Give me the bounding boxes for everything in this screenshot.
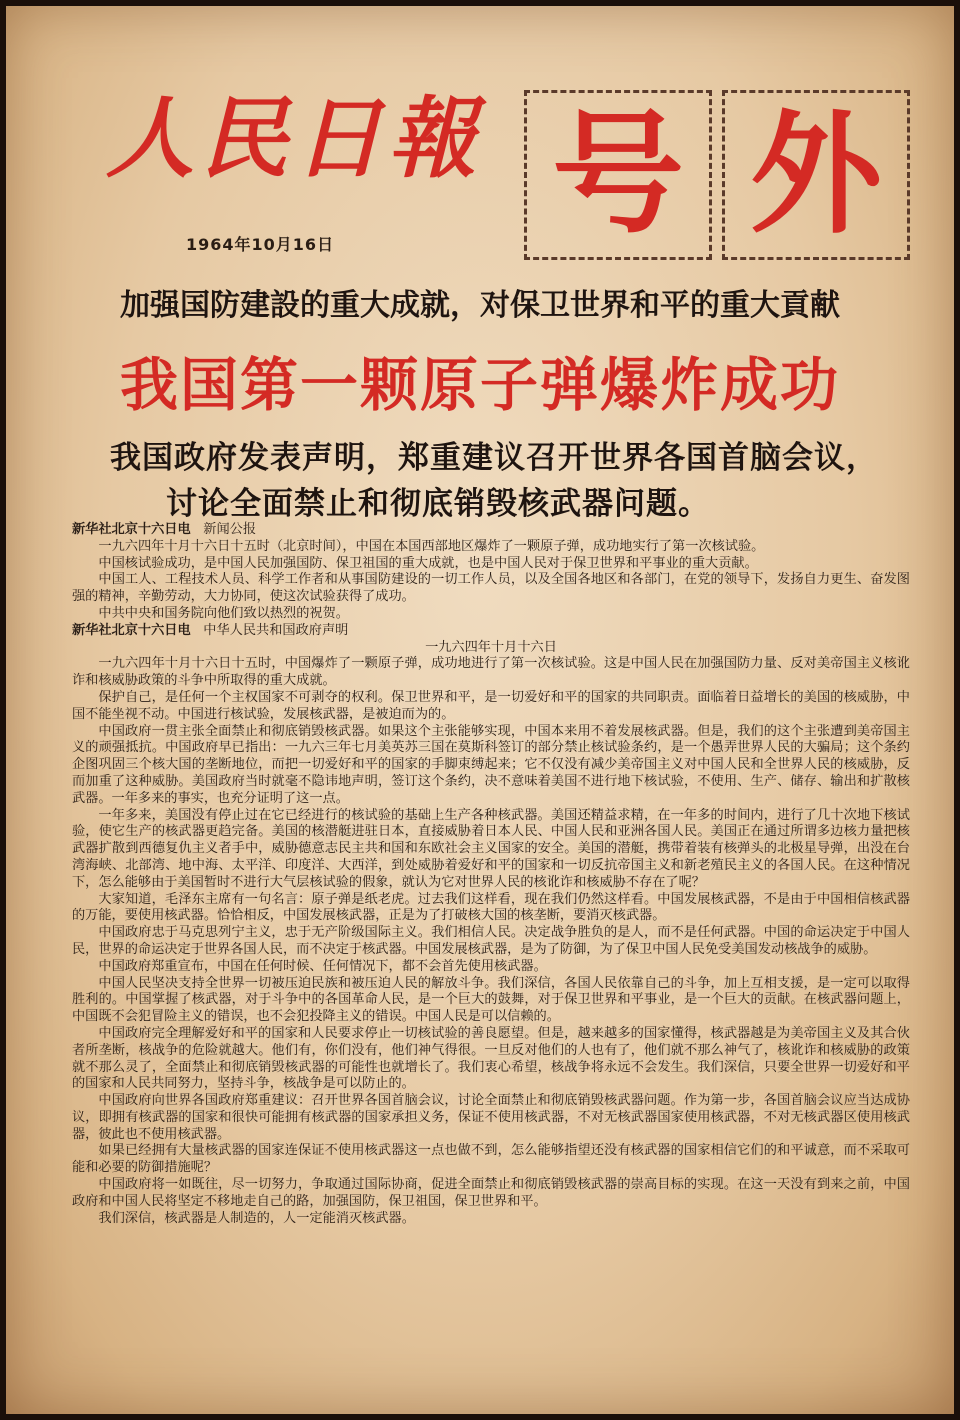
- communique-heading: [72, 522, 910, 539]
- deck-line-1: 我国政府发表声明，郑重建议召开世界各国首脑会议，: [110, 440, 878, 476]
- statement-paragraph: 如果已经拥有大量核武器的国家连保证不使用核武器这一点也做不到，怎么能够指望还没有核武器的国家相信它们的和平诚意，而不采取可能和必要的防御措施呢？: [72, 1143, 910, 1176]
- newspaper-page: [6, 6, 954, 1414]
- communique-title: 新闻公报: [203, 522, 257, 537]
- statement-date: 一九六四年十月十六日: [425, 639, 557, 655]
- extra-char-1: 号: [552, 98, 684, 252]
- statement-paragraph: 中国政府忠于马克思列宁主义，忠于无产阶级国际主义。我们相信人民。决定战争胜负的是人，而不是任何武器。中国的命运决定于中国人民，世界的命运决定于世界各国人民，而不决定于核武器。中国发展核武器，是为了防御，为了保卫中国人民免受美国发动核战争的威胁。: [72, 925, 910, 957]
- main-headline: 我国第一颗原子弹爆炸成功: [119, 351, 840, 419]
- statement-paragraph: 中国政府向世界各国政府郑重建议：召开世界各国首脑会议，讨论全面禁止和彻底销毁核武器问题。作为第一步，各国首脑会议应当达成协议，即拥有核武器的国家和很快可能拥有核武器的国家承担义务，保证不使用核武器，不对无核武器国家使用核武器，不对无核武器区使用核武器，彼此也不使用核武器。: [72, 1093, 910, 1142]
- communique-paragraph: 中共中央和国务院向他们致以热烈的祝贺。: [98, 605, 349, 621]
- extra-char-2: 外: [750, 98, 882, 252]
- statement-heading: [72, 623, 910, 640]
- subheadline: 加强国防建設的重大成就，对保卫世界和平的重大貢献: [120, 288, 840, 323]
- communique-dateline: 新华社北京十六日电: [72, 522, 191, 537]
- issue-date: 1964年10月16日: [186, 235, 335, 254]
- statement-paragraph: 中国政府将一如既往，尽一切努力，争取通过国际协商，促进全面禁止和彻底销毁核武器的崇高目标的实现。在这一天没有到来之前，中国政府和中国人民将坚定不移地走自己的路，加强国防，保卫祖国，保卫世界和平。: [72, 1177, 910, 1209]
- statement-paragraph: 我们深信，核武器是人制造的，人一定能消灭核武器。: [98, 1210, 415, 1226]
- statement-paragraph: 一九六四年十月十六日十五时，中国爆炸了一颗原子弹，成功地进行了第一次核试验。这是中国人民在加强国防力量、反对美帝国主义核讹诈和核威胁政策的斗争中所取得的重大成就。: [72, 656, 910, 689]
- communique-paragraph: 中国工人、工程技术人员、科学工作者和从事国防建设的一切工作人员，以及全国各地区和各部门，在党的领导下，发扬自力更生、奋发图强的精神，辛勤劳动，大力协同，使这次试验获得了成功。: [72, 572, 910, 605]
- deck-line-2: 讨论全面禁止和彻底销毁核武器问题。: [166, 486, 710, 522]
- communique-paragraph: 一九六四年十月十六日十五时（北京时间），中国在本国西部地区爆炸了一颗原子弹，成功地实行了第一次核试验。: [98, 538, 765, 554]
- statement-paragraph: 一年多来，美国没有停止过在它已经进行的核试验的基础上生产各种核武器。美国还精益求精，在一年多的时间内，进行了几十次地下核试验，使它生产的核武器更趋完备。美国的核潜艇进驻日本，直接威胁着日本人民、中国人民和亚洲各国人民。美国正在通过所谓多边核力量把核武器扩散到西德复仇主义者手中，威胁德意志民主共和国和东欧社会主义国家的安全。美国的潜艇，携带着装有核弹头的北极星导弹，出没在台湾海峡、北部湾、地中海、太平洋、印度洋、大西洋，到处威胁着爱好和平的国家和一切反抗帝国主义和新老殖民主义的各国人民。在这种情况下，怎么能够由于美国暂时不进行大气层核试验的假象，就认为它对世界人民的核讹诈和核威胁不存在了呢？: [72, 807, 910, 890]
- communique-paragraph: 中国核试验成功，是中国人民加强国防、保卫祖国的重大成就，也是中国人民对于保卫世界和平事业的重大贡献。: [98, 555, 758, 571]
- statement-title: 中华人民共和国政府声明: [203, 622, 349, 638]
- masthead-logo: 人民日報: [106, 86, 483, 190]
- statement-paragraph: 保护自己，是任何一个主权国家不可剥夺的权利。保卫世界和平，是一切爱好和平的国家的共同职责。面临着日益增长的美国的核威胁，中国不能坐视不动。中国进行核试验，发展核武器，是被迫而为的。: [72, 689, 910, 722]
- statement-paragraph: 中国政府一贯主张全面禁止和彻底销毁核武器。如果这个主张能够实现，中国本来用不着发展核武器。但是，我们的这个主张遭到美帝国主义的顽强抵抗。中国政府早已指出：一九六三年七月美英苏三国在莫斯科签订的部分禁止核试验条约，是一个愚弄世界人民的大骗局；这个条约企图巩固三个核大国的垄断地位，而把一切爱好和平的国家的手脚束缚起来；它不仅没有减少美帝国主义对中国人民和全世界人民的核威胁，反而加重了这种威胁。美国政府当时就毫不隐讳地声明，签订这个条约，决不意味着美国不进行地下核试验，不使用、生产、储存、输出和扩散核武器。一年多来的事实，也充分证明了这一点。: [72, 723, 910, 806]
- statement-paragraph: 大家知道，毛泽东主席有一句名言：原子弹是纸老虎。过去我们这样看，现在我们仍然这样看。中国发展核武器，不是由于中国相信核武器的万能，要使用核武器。恰恰相反，中国发展核武器，正是为了打破核大国的核垄断，要消灭核武器。: [72, 891, 910, 924]
- statement-paragraph: 中国政府郑重宣布，中国在任何时候、任何情况下，都不会首先使用核武器。: [98, 958, 547, 974]
- extra-edition-box-1: [524, 90, 712, 260]
- statement-paragraph: 中国人民坚决支持全世界一切被压迫民族和被压迫人民的解放斗争。我们深信，各国人民依靠自己的斗争，加上互相支援，是一定可以取得胜利的。中国掌握了核武器，对于斗争中的各国革命人民，是一个巨大的鼓舞，对于保卫世界和平事业，是一个巨大的贡献。在核武器问题上，中国既不会犯冒险主义的错误，也不会犯投降主义的错误。中国人民是可以信赖的。: [72, 975, 910, 1025]
- statement-dateline: 新华社北京十六日电: [72, 622, 191, 638]
- article-body: [72, 522, 910, 1227]
- statement-paragraph: 中国政府完全理解爱好和平的国家和人民要求停止一切核试验的善良愿望。但是，越来越多的国家懂得，核武器越是为美帝国主义及其合伙者所垄断，核战争的危险就越大。他们有，你们没有，他们神气得很。一旦反对他们的人也有了，他们就不那么神气了，核讹诈和核威胁的政策就不那么灵了，全面禁止和彻底销毁核武器的可能性也就增长了。我们衷心希望，核战争将永远不会发生。我们深信，只要全世界一切爱好和平的国家和人民共同努力，坚持斗争，核战争是可以防止的。: [72, 1025, 910, 1092]
- extra-edition-box-2: [722, 90, 910, 260]
